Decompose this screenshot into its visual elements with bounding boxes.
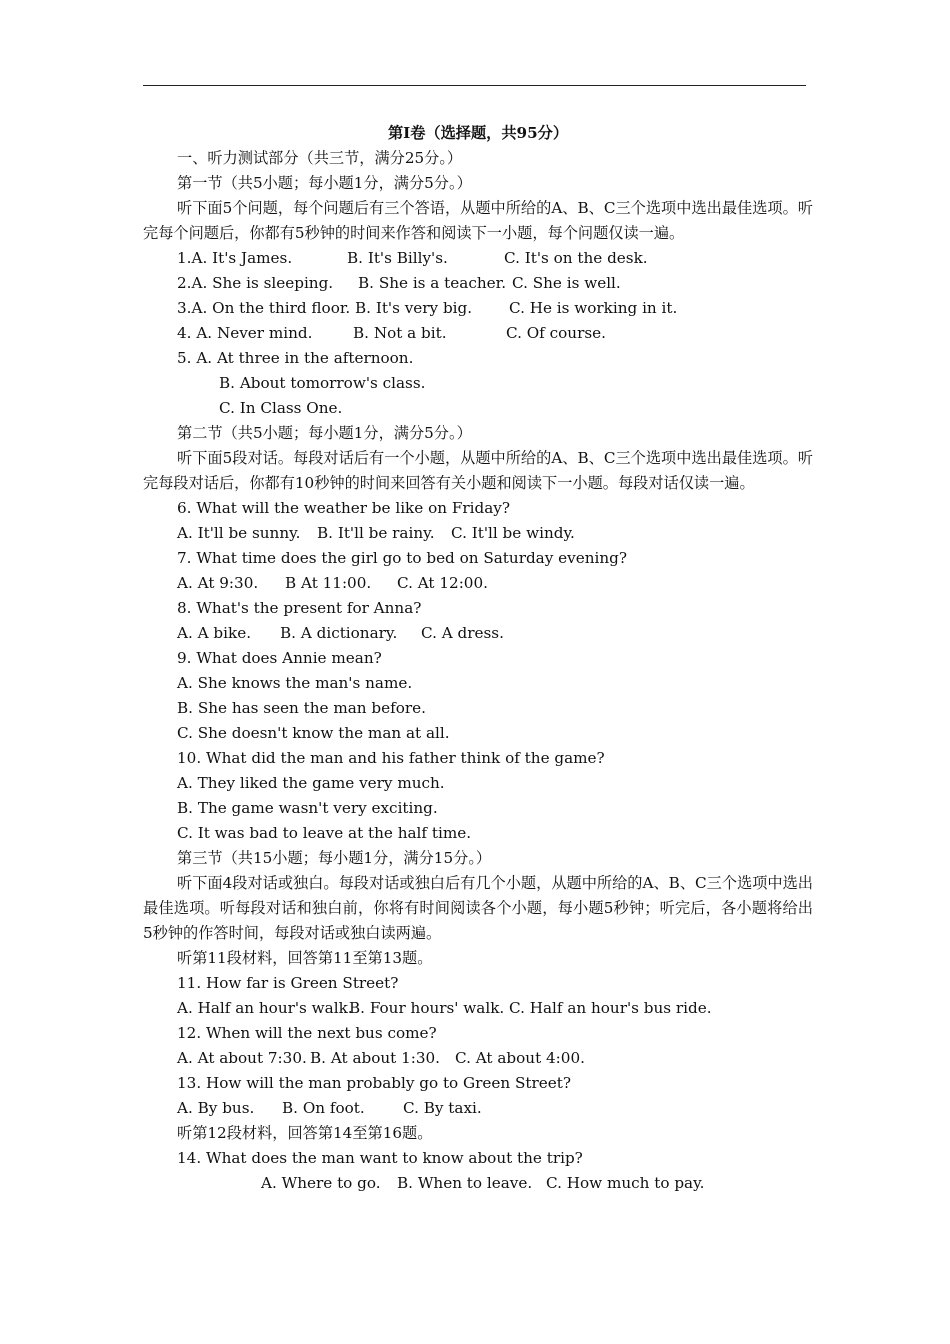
part-heading: 一、听力测试部分（共三节，满分25分。）: [177, 149, 463, 167]
question-text: 14. What does the man want to know about the trip?: [177, 1149, 583, 1167]
section-heading: 第三节（共15小题；每小题1分，满分15分。）: [177, 849, 492, 867]
question-options: [143, 296, 813, 321]
option-a: A. By bus.: [177, 1099, 255, 1117]
section-instructions: 听下面5个问题，每个问题后有三个答语，从题中所给的A、B、C三个选项中选出最佳选项。听完每个问题后，你都有5秒钟的时间来作答和阅读下一小题，每个问题仅读一遍。: [143, 199, 813, 242]
option-a: A. At about 7:30.: [177, 1049, 307, 1067]
header-rule: [143, 85, 806, 86]
question-options: [143, 271, 813, 296]
option-b: B. A dictionary.: [280, 624, 398, 642]
option-a: A. At 9:30.: [177, 574, 259, 592]
material-heading: 听第11段材料，回答第11至第13题。: [177, 949, 433, 967]
paper-title: 第Ⅰ卷（选择题，共95分）: [387, 124, 569, 142]
question-options: [143, 1171, 813, 1196]
section-instructions: 听下面4段对话或独白。每段对话或独白后有几个小题，从题中所给的A、B、C三个选项中选出最佳选项。听每段对话和独白前，你将有时间阅读各个小题，每小题5秒钟；听完后，各小题将给出5秒钟的作答时间，每段对话或独白读两遍。: [143, 874, 813, 942]
option-a: 3.A. On the third floor.: [177, 299, 351, 317]
option-b: B. She has seen the man before.: [177, 699, 426, 717]
option-a: A. It'll be sunny.: [177, 524, 301, 542]
question-text: 11. How far is Green Street?: [177, 974, 399, 992]
option-c: C. Of course.: [506, 324, 606, 342]
question-options: [143, 1046, 813, 1071]
option-c: C. Half an hour's bus ride.: [509, 999, 712, 1017]
section-heading: 第一节（共5小题；每小题1分，满分5分。）: [177, 174, 472, 192]
exam-document: [143, 121, 813, 1196]
option-c: C. At 12:00.: [397, 574, 488, 592]
option-b: B. It's Billy's.: [347, 249, 448, 267]
option-a: 1.A. It's James.: [177, 249, 293, 267]
option-b: B. The game wasn't very exciting.: [177, 799, 438, 817]
question-text: 10. What did the man and his father think of the game?: [177, 749, 605, 767]
question-text: 13. How will the man probably go to Green Street?: [177, 1074, 571, 1092]
option-c: C. She doesn't know the man at all.: [177, 724, 450, 742]
option-c: C. It'll be windy.: [451, 524, 575, 542]
section-heading: 第二节（共5小题；每小题1分，满分5分。）: [177, 424, 472, 442]
question-text: 7. What time does the girl go to bed on Saturday evening?: [177, 549, 627, 567]
option-c: C. It was bad to leave at the half time.: [177, 824, 472, 842]
option-a: A. She knows the man's name.: [177, 674, 413, 692]
option-c: C. In Class One.: [219, 399, 343, 417]
question-options: [143, 996, 813, 1021]
question-options: [143, 1096, 813, 1121]
section-instructions: 听下面5段对话。每段对话后有一个小题，从题中所给的A、B、C三个选项中选出最佳选项。听完每段对话后，你都有10秒钟的时间来回答有关小题和阅读下一小题。每段对话仅读一遍。: [143, 449, 813, 492]
option-c: C. He is working in it.: [509, 299, 678, 317]
option-b: B. It's very big.: [355, 299, 473, 317]
option-a: A. A bike.: [177, 624, 252, 642]
option-c: C. How much to pay.: [546, 1174, 705, 1192]
option-c: C. At about 4:00.: [455, 1049, 585, 1067]
option-b: B. Not a bit.: [353, 324, 447, 342]
option-c: C. A dress.: [421, 624, 504, 642]
question-text: 6. What will the weather be like on Friday?: [177, 499, 510, 517]
option-a: 4. A. Never mind.: [177, 324, 313, 342]
option-b: B. On foot.: [282, 1099, 365, 1117]
option-b: B. Four hours' walk.: [349, 999, 505, 1017]
option-a: 2.A. She is sleeping.: [177, 274, 334, 292]
option-b: B. It'll be rainy.: [317, 524, 435, 542]
question-options: [143, 521, 813, 546]
option-a: A. Half an hour's walk.: [177, 999, 353, 1017]
option-b: B At 11:00.: [285, 574, 372, 592]
option-c: C. It's on the desk.: [504, 249, 648, 267]
option-b: B. At about 1:30.: [310, 1049, 441, 1067]
question-text: 8. What's the present for Anna?: [177, 599, 422, 617]
option-b: B. She is a teacher.: [358, 274, 507, 292]
material-heading: 听第12段材料，回答第14至第16题。: [177, 1124, 433, 1142]
option-a: 5. A. At three in the afternoon.: [177, 349, 414, 367]
question-options: [143, 246, 813, 271]
option-c: C. She is well.: [512, 274, 621, 292]
question-text: 12. When will the next bus come?: [177, 1024, 437, 1042]
question-text: 9. What does Annie mean?: [177, 649, 382, 667]
option-b: B. About tomorrow's class.: [219, 374, 426, 392]
question-options: [143, 621, 813, 646]
option-c: C. By taxi.: [403, 1099, 482, 1117]
option-b: B. When to leave.: [397, 1174, 533, 1192]
option-a: A. They liked the game very much.: [177, 774, 445, 792]
question-options: [143, 321, 813, 346]
question-options: [143, 571, 813, 596]
option-a: A. Where to go.: [261, 1174, 381, 1192]
